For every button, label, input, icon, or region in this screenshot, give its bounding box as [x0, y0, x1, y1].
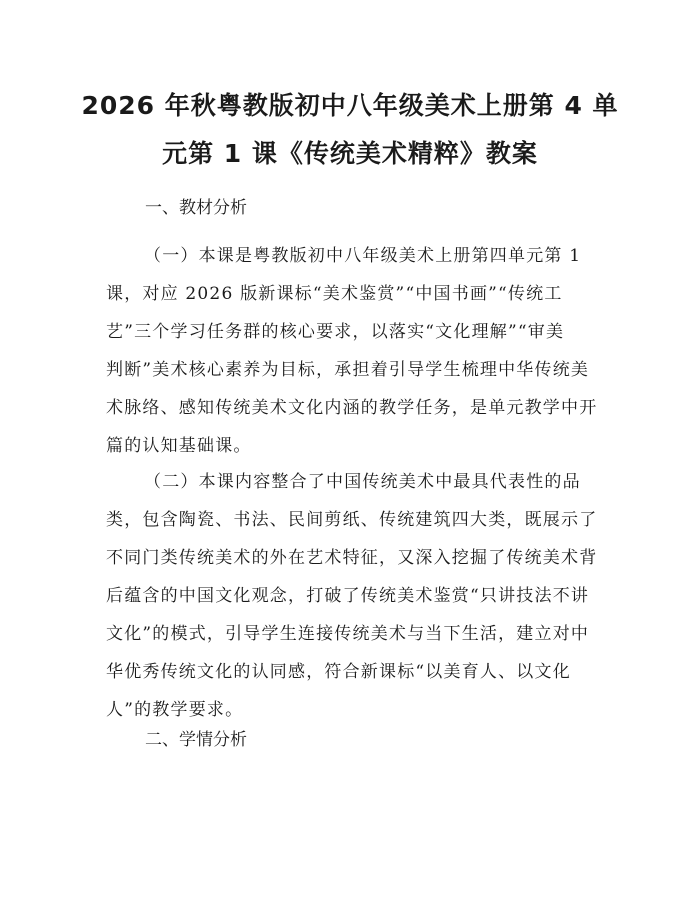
paragraph-line: 类，包含陶瓷、书法、民间剪纸、传统建筑四大类，既展示了: [106, 510, 598, 530]
paragraph-line: （一）本课是粤教版初中八年级美术上册第四单元第 1: [144, 246, 582, 266]
paragraph-2: [106, 463, 602, 729]
paragraph-line: 篇的认知基础课。: [106, 436, 252, 456]
paragraph-line: 课，对应 2026 版新课标“美术鉴赏”“中国书画”“传统工: [106, 284, 563, 304]
paragraph-line: 华优秀传统文化的认同感，符合新课标“以美育人、以文化: [106, 662, 571, 682]
paragraph-line: 术脉络、感知传统美术文化内涵的教学任务，是单元教学中开: [106, 398, 598, 418]
section-heading-textbook-analysis: 一、教材分析: [145, 198, 247, 218]
paragraph-line: 人”的教学要求。: [106, 700, 244, 720]
document-title-line-2: 元第 1 课《传统美术精粹》教案: [162, 139, 538, 168]
document-title-line-1: 2026 年秋粤教版初中八年级美术上册第 4 单: [81, 91, 619, 120]
section-heading-learner-analysis: 二、学情分析: [145, 730, 247, 750]
paragraph-line: 后蕴含的中国文化观念，打破了传统美术鉴赏“只讲技法不讲: [106, 586, 590, 606]
paragraph-1: [106, 237, 602, 465]
paragraph-line: 判断”美术核心素养为目标，承担着引导学生梳理中华传统美: [106, 360, 590, 380]
paragraph-line: 不同门类传统美术的外在艺术特征，又深入挖掘了传统美术背: [106, 548, 598, 568]
paragraph-line: 文化”的模式，引导学生连接传统美术与当下生活，建立对中: [106, 624, 590, 644]
paragraph-line: 艺”三个学习任务群的核心要求，以落实“文化理解”“审美: [106, 322, 565, 342]
paragraph-line: （二）本课内容整合了中国传统美术中最具代表性的品: [144, 472, 581, 492]
